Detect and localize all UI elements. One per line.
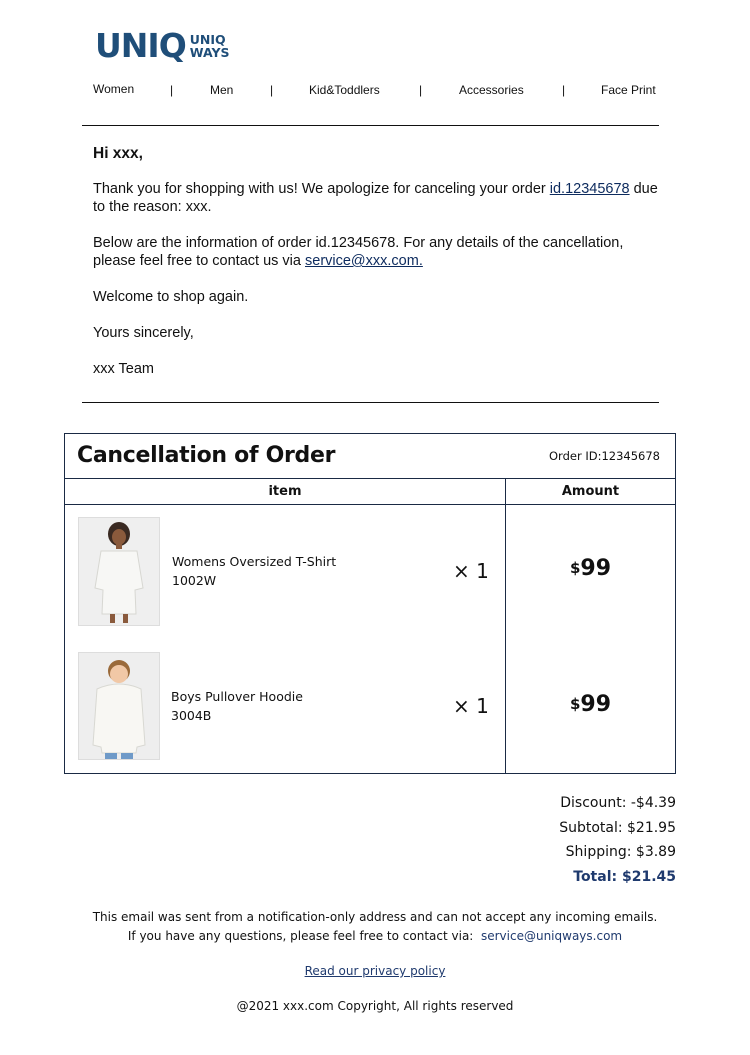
footer-notice-line2: [0, 929, 750, 943]
divider-bottom: [82, 402, 659, 403]
paragraph-text: due to the reason: xxx.: [93, 181, 658, 215]
paragraph-signature: xxx Team: [93, 361, 154, 377]
footer-notice-line1: This email was sent from a notification-only address and can not accept any incoming emails.: [92, 910, 658, 924]
column-header-amount: Amount: [561, 484, 620, 499]
product-sku: 1002W: [172, 573, 217, 588]
logo-wordmark-line2: WAYS: [189, 45, 230, 60]
table-divider: [65, 504, 675, 505]
paragraph-text: Thank you for shopping with us! We apologize for canceling your order: [93, 181, 550, 197]
paragraph-welcome: Welcome to shop again.: [93, 289, 249, 305]
nav-separator: |: [419, 83, 423, 97]
product-info: [171, 687, 303, 725]
divider-top: [82, 125, 659, 126]
nav-separator: |: [270, 83, 274, 97]
product-quantity: × 1: [453, 559, 489, 583]
product-image-womens-tshirt[interactable]: [78, 517, 160, 626]
nav-separator: |: [562, 83, 566, 97]
paragraph-text: Below are the information of order id.12345678. For any details of the cancellation, please feel free to contact us via: [93, 235, 624, 269]
nav-item-kid-toddlers[interactable]: Kid&Toddlers: [309, 83, 380, 97]
product-name[interactable]: Womens Oversized T-Shirt: [172, 554, 337, 569]
boy-hoodie-photo: [79, 653, 159, 759]
footer-privacy: [0, 964, 750, 978]
greeting: Hi xxx,: [93, 145, 143, 162]
main-navigation: [93, 83, 659, 99]
product-quantity: × 1: [453, 694, 489, 718]
footer-copyright: @2021 xxx.com Copyright, All rights reserved: [236, 999, 514, 1013]
logo-wordmark-line1: UNIQ: [189, 32, 226, 47]
nav-separator: |: [170, 83, 174, 97]
discount-line: Discount: -$4.39: [560, 795, 676, 811]
currency-symbol: $: [569, 559, 581, 577]
shipping-line: Shipping: $3.89: [565, 844, 676, 860]
nav-item-women[interactable]: Women: [93, 82, 135, 96]
privacy-policy-link[interactable]: Read our privacy policy: [304, 964, 446, 978]
product-info: [172, 552, 336, 590]
woman-tshirt-photo: [79, 518, 159, 625]
product-name[interactable]: Boys Pullover Hoodie: [171, 689, 303, 704]
total-line: Total: $21.45: [573, 868, 676, 885]
brand-logo[interactable]: [95, 26, 230, 65]
order-id-link[interactable]: id.12345678: [549, 181, 630, 197]
column-header-item: item: [268, 484, 302, 499]
paragraph-cancellation: [93, 180, 663, 216]
product-image-boys-hoodie[interactable]: [78, 652, 160, 760]
product-price: [506, 692, 675, 717]
logo-wordmark: [190, 33, 230, 59]
price-value: 99: [580, 692, 612, 717]
footer-contact-prompt: If you have any questions, please feel free to contact via:: [127, 929, 474, 943]
subtotal-line: Subtotal: $21.95: [559, 819, 676, 836]
service-email-link[interactable]: service@xxx.com.: [305, 253, 423, 269]
order-table-title: Cancellation of Order: [77, 443, 336, 468]
paragraph-contact: [93, 234, 663, 270]
logo-mark: UNIQ: [95, 26, 186, 65]
currency-symbol: $: [569, 695, 581, 713]
column-divider: [505, 478, 506, 773]
nav-item-face-print[interactable]: Face Print: [601, 83, 656, 97]
table-divider: [65, 478, 675, 479]
product-sku: 3004B: [171, 708, 212, 723]
nav-item-men[interactable]: Men: [210, 83, 234, 97]
footer-contact-email-link[interactable]: service@uniqways.com: [480, 929, 623, 943]
order-table: [64, 433, 676, 774]
product-price: [506, 556, 675, 581]
email-letter-body: [93, 145, 663, 396]
order-id-label: Order ID:12345678: [549, 449, 660, 463]
paragraph-closing: Yours sincerely,: [93, 325, 194, 341]
order-totals: [559, 791, 676, 889]
nav-item-accessories[interactable]: Accessories: [459, 83, 524, 97]
price-value: 99: [580, 556, 612, 581]
